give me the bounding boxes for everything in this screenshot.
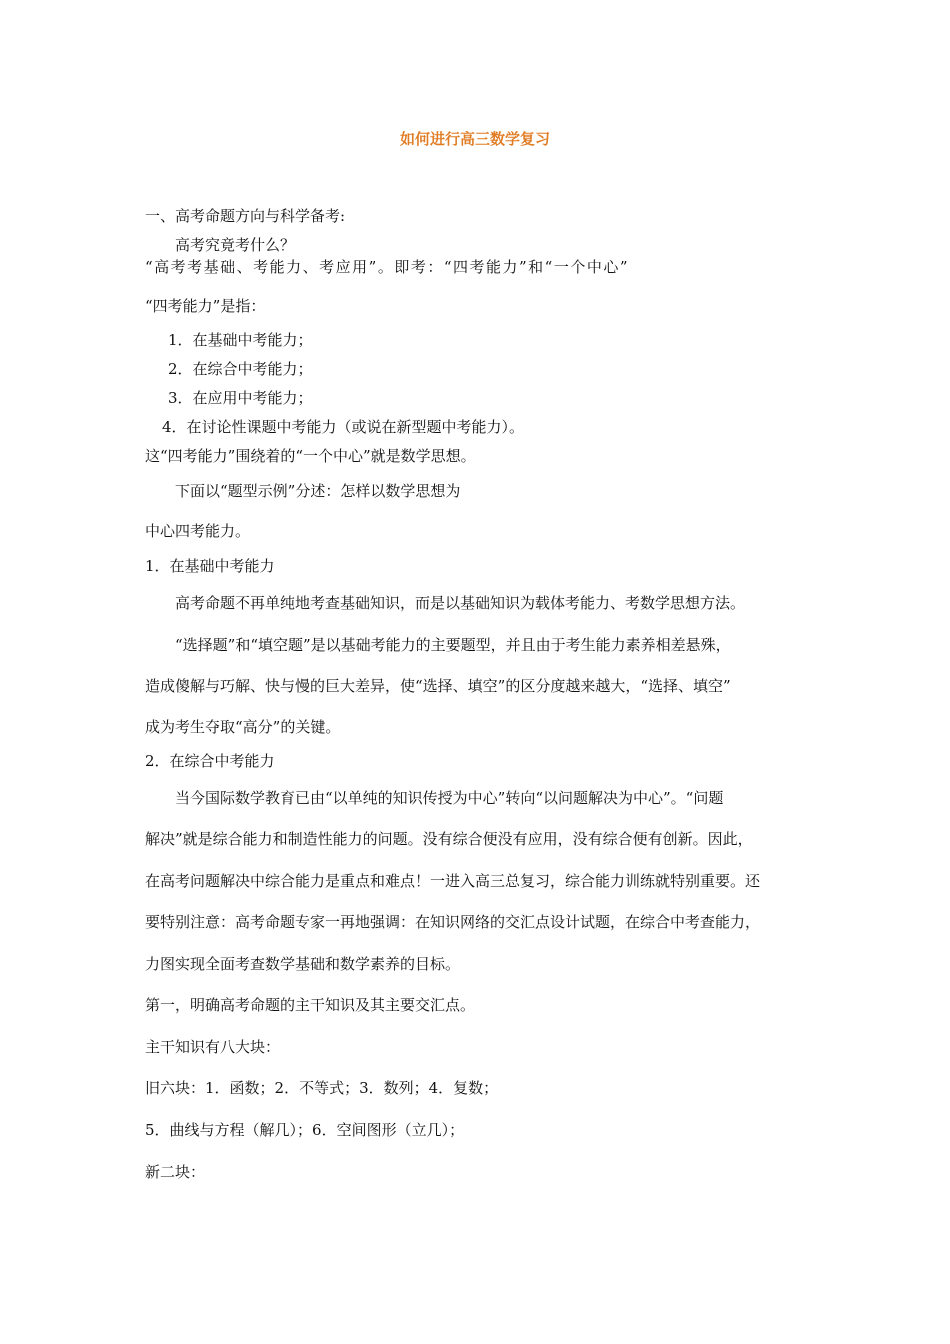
paragraph-line: 高考命题不再单纯地考查基础知识，而是以基础知识为载体考能力、考数学思想方法。 (175, 594, 746, 612)
paragraph-line: 新二块： (145, 1163, 206, 1181)
paragraph-line: “四考能力”是指： (145, 297, 266, 315)
list-item: 2．在综合中考能力； (168, 360, 313, 378)
paragraph-line: 旧六块：1．函数；2．不等式；3．数列；4．复数； (145, 1079, 499, 1097)
list-item: 3．在应用中考能力； (168, 389, 313, 407)
section-heading: 一、高考命题方向与科学备考: (145, 207, 346, 225)
paragraph-line: 解决”就是综合能力和制造性能力的问题。没有综合便没有应用，没有综合便有创新。因此， (145, 830, 753, 848)
paragraph-line: 在高考问题解决中综合能力是重点和难点！一进入高三总复习，综合能力训练就特别重要。还 (145, 872, 761, 890)
subsection-heading: 1．在基础中考能力 (145, 557, 275, 575)
paragraph-line: 下面以“题型示例”分述：怎样以数学思想为 (175, 482, 461, 500)
paragraph-line: 当今国际数学教育已由“以单纯的知识传授为中心”转向“以问题解决为中心”。“问题 (175, 789, 724, 807)
document-title: 如何进行高三数学复习 (399, 130, 550, 148)
paragraph-line: 主干知识有八大块： (145, 1038, 281, 1056)
paragraph-line: 5．曲线与方程（解几）；6．空间图形（立几）； (145, 1121, 465, 1139)
paragraph-line: 高考究竟考什么？ (175, 236, 296, 254)
paragraph-line: 这“四考能力”围绕着的“一个中心”就是数学思想。 (145, 447, 476, 465)
paragraph-line: 力图实现全面考查数学基础和数学素养的目标。 (145, 955, 461, 973)
paragraph-line: 造成傻解与巧解、快与慢的巨大差异，使“选择、填空”的区分度越来越大，“选择、填空” (145, 677, 731, 695)
paragraph-line: 第一，明确高考命题的主干知识及其主要交汇点。 (145, 996, 476, 1014)
subsection-heading: 2．在综合中考能力 (145, 752, 275, 770)
paragraph-line: 中心四考能力。 (145, 522, 251, 540)
list-item: 4．在讨论性课题中考能力（或说在新型题中考能力）。 (162, 418, 525, 436)
paragraph-line: 要特别注意：高考命题专家一再地强调：在知识网络的交汇点设计试题，在综合中考查能力， (145, 913, 761, 931)
paragraph-line: “高考考基础、考能力、考应用”。即考：“四考能力”和“一个中心” (145, 258, 630, 276)
paragraph-line: “选择题”和“填空题”是以基础考能力的主要题型，并且由于考生能力素养相差悬殊， (175, 636, 731, 654)
list-item: 1．在基础中考能力； (168, 331, 313, 349)
paragraph-line: 成为考生夺取“高分”的关键。 (145, 718, 341, 736)
